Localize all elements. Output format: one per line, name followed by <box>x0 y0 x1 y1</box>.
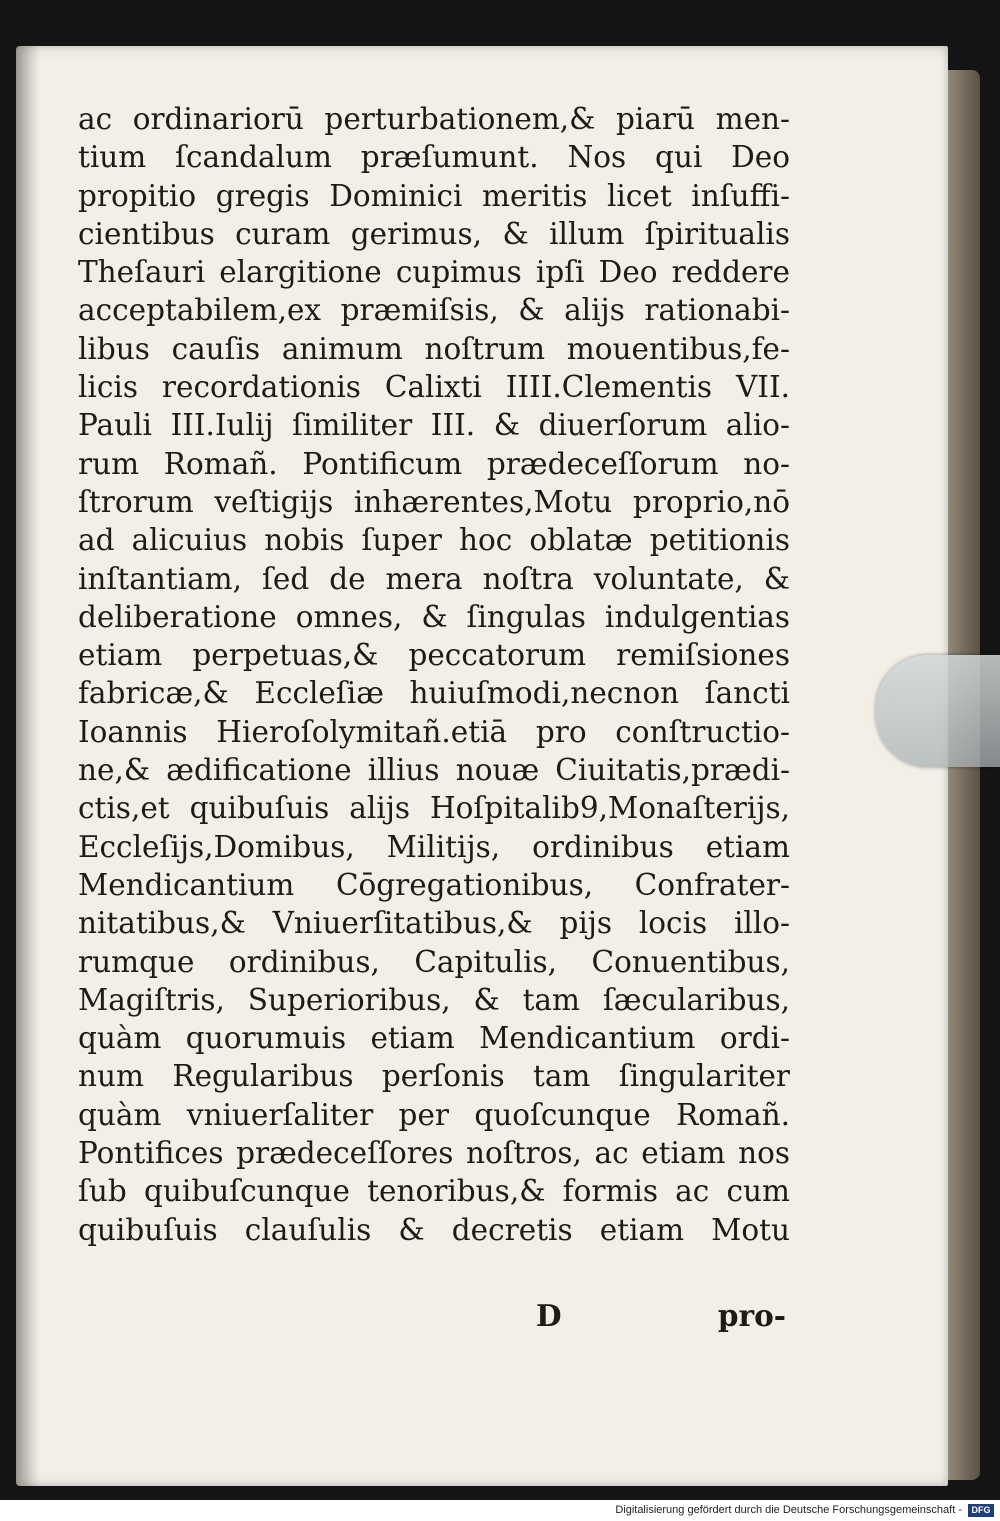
text-line: rum Romañ. Pontificum prædeceſſorum no- <box>78 446 790 481</box>
signature-mark: D <box>536 1298 562 1333</box>
text-line: quibuſuis clauſulis & decretis etiam Motu <box>78 1212 790 1247</box>
text-line: Theſauri elargitione cupimus ipſi Deo reddere <box>78 255 790 290</box>
dfg-logo-icon: DFG <box>968 1504 994 1517</box>
text-line: Pauli III.Iulij ſimiliter III. & diuerſorum alio- <box>78 408 790 443</box>
text-line: acceptabilem,ex præmiſsis, & alijs rationabi- <box>78 293 790 328</box>
text-line: deliberatione omnes, & ſingulas indulgentias <box>78 599 790 634</box>
text-line: Magiſtris, Superioribus, & tam ſæcularibus, <box>78 982 790 1017</box>
text-line: quàm quorumuis etiam Mendicantium ordi- <box>78 1021 790 1056</box>
text-line: tium ſcandalum præſumunt. Nos qui Deo <box>78 140 790 175</box>
text-line: Mendicantium Cōgregationibus, Confrater- <box>78 867 790 902</box>
text-line: cientibus curam gerimus, & illum ſpiritualis <box>78 216 790 251</box>
text-line: quàm vniuerſaliter per quoſcunque Romañ. <box>78 1097 790 1132</box>
text-line: ctis,et quibuſuis alijs Hoſpitalib9,Monaſterijs, <box>78 791 790 826</box>
page-clip <box>876 655 1000 767</box>
text-line: Pontifices prædeceſſores noſtros, ac etiam nos <box>78 1136 790 1171</box>
text-line: libus cauſis animum noſtrum mouentibus,fe- <box>78 331 790 366</box>
text-line: licis recordationis Calixti IIII.Clementis VII. <box>78 370 790 405</box>
text-line: rumque ordinibus, Capitulis, Conuentibus, <box>78 944 790 979</box>
text-line: etiam perpetuas,& peccatorum remiſsiones <box>78 638 790 673</box>
binding-shadow <box>16 46 40 1486</box>
text-line: Eccleſijs,Domibus, Militijs, ordinibus etiam <box>78 829 790 864</box>
text-line: ſub quibuſcunque tenoribus,& formis ac cum <box>78 1174 790 1209</box>
text-line: fabricæ,& Eccleſiæ huiuſmodi,necnon ſancti <box>78 676 790 711</box>
catchword: pro- <box>717 1298 786 1333</box>
text-line: inſtantiam, ſed de mera noſtra voluntate, & <box>78 561 790 596</box>
text-line: ac ordinariorū perturbationem,& piarū men- <box>78 102 790 136</box>
credit-bar <box>0 1500 1000 1521</box>
text-line: propitio gregis Dominici meritis licet inſuffi- <box>78 178 790 213</box>
funding-credit: Digitalisierung gefördert durch die Deutsche Forschungsgemeinschaft - <box>615 1504 962 1516</box>
text-line: ne,& ædificatione illius nouæ Ciuitatis,prædi- <box>78 753 790 788</box>
text-line: ad alicuius nobis ſuper hoc oblatæ petitionis <box>78 523 790 558</box>
text-line: ſtrorum veſtigijs inhærentes,Motu proprio,nō <box>78 484 790 519</box>
text-line: Ioannis Hieroſolymitañ.etiā pro conſtructio- <box>78 714 790 749</box>
book-page <box>16 46 948 1486</box>
body-text <box>78 100 790 1249</box>
text-line: num Regularibus perſonis tam ſingulariter <box>78 1059 790 1094</box>
page-footer <box>516 1298 786 1338</box>
text-line: nitatibus,& Vniuerſitatibus,& pijs locis illo- <box>78 906 790 941</box>
